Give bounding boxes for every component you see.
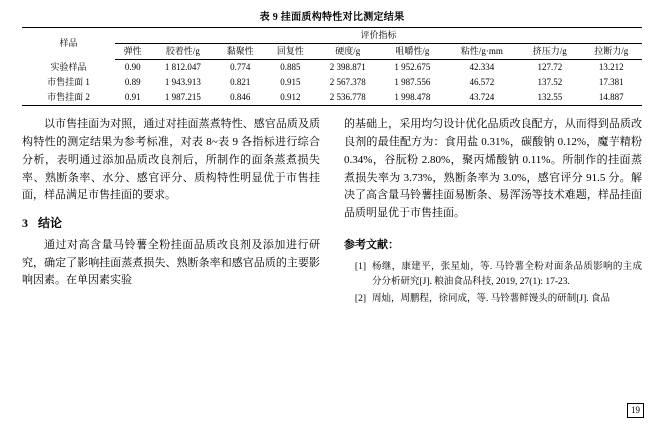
left-column [22, 116, 320, 310]
list-item [344, 260, 642, 289]
two-column-body [22, 116, 642, 310]
cell: 0.91 [115, 90, 151, 106]
reference-number: [1] [354, 261, 366, 272]
table-body [22, 60, 642, 106]
cell: 0.846 [215, 90, 265, 106]
reference-number: [2] [354, 294, 366, 305]
reference-text: 周灿，周鹏程，徐同成，等. 马铃薯鲜馒头的研制[J]. 食品 [372, 294, 611, 305]
cell: 1 812.047 [164, 62, 201, 73]
header-col-5: 咀嚼性/g [380, 44, 445, 60]
cell: 132.55 [519, 90, 580, 106]
table-row [22, 60, 642, 76]
section-number: 3 [22, 216, 28, 231]
cell: 0.774 [230, 62, 251, 73]
cell: 13.212 [598, 62, 624, 73]
cell: 0.885 [280, 62, 301, 73]
header-col-6: 粘性/g·mm [445, 44, 519, 60]
paragraph-conclusion-continued: 的基础上，采用均匀设计优化品质改良配方，从而得到品质改良剂的最佳配方为：食用盐 0.31%，碳酸钠 0.12%，魔芋精粉 0.34%，谷朊粉 2.80%，聚丙烯酸钠 0.11%。所制作的挂面蒸煮损失率为 3.73%，熟断条率为 3.0%，感官评分 91.5 分。解决了高含量马铃薯挂面易断条、易浑汤等技术难题，样品挂面品质明显优于市售挂面。 [344, 118, 642, 220]
cell: 46.572 [469, 77, 495, 88]
row-label: 实验样品 [50, 61, 87, 72]
section-heading-conclusion [22, 214, 320, 233]
header-col-4: 硬度/g [315, 44, 380, 60]
cell: 0.821 [230, 77, 251, 88]
header-sample: 样品 [22, 28, 115, 60]
header-col-7: 挤压力/g [519, 44, 580, 60]
cell: 2 536.778 [315, 90, 380, 106]
cell: 1 952.675 [394, 62, 431, 73]
row-label: 市售挂面 1 [47, 77, 90, 88]
cell: 1 998.478 [380, 90, 445, 106]
header-col-8: 拉断力/g [581, 44, 642, 60]
cell: 1 987.556 [394, 77, 431, 88]
cell: 42.334 [469, 62, 495, 73]
cell: 1 987.215 [151, 90, 216, 106]
cell: 0.90 [124, 62, 141, 73]
cell: 1 943.913 [164, 77, 201, 88]
table-row [22, 75, 642, 90]
list-item [344, 292, 642, 307]
quality-texture-results-table [22, 27, 642, 106]
paragraph-conclusion-start: 通过对高含量马铃薯全粉挂面品质改良剂及添加进行研究，确定了影响挂面蒸煮损失、熟断条率和感官品质的主要影响因素。在单因素实验 [22, 238, 320, 287]
header-col-2: 黏聚性 [215, 44, 265, 60]
cell: 2 567.378 [329, 77, 366, 88]
table-caption: 表 9 挂面质构特性对比测定结果 [259, 12, 405, 23]
table-header-row-metrics [22, 44, 642, 60]
cell: 127.72 [537, 62, 563, 73]
header-metrics-group: 评价指标 [115, 28, 642, 44]
cell: 0.89 [124, 77, 141, 88]
reference-text: 杨继，康建平，张星灿，等. 马铃薯全粉对面条品质影响的主成分分析研究[J]. 粮油食品科技, 2019, 27(1): 17-23. [372, 261, 642, 287]
header-col-3: 回复性 [265, 44, 315, 60]
table-row [22, 90, 642, 106]
references-heading: 参考文献： [344, 239, 399, 252]
cell: 43.724 [445, 90, 519, 106]
table-header-row-group [22, 28, 642, 44]
cell: 14.887 [581, 90, 642, 106]
table-head [22, 28, 642, 60]
page-number: 19 [627, 403, 644, 418]
cell: 0.912 [265, 90, 315, 106]
header-col-1: 胶着性/g [151, 44, 216, 60]
section-title: 结论 [38, 216, 63, 231]
paragraph-comparison: 以市售挂面为对照，通过对挂面蒸煮特性、感官品质及质构特性的测定结果为参考标准，对表 8~表 9 各指标进行综合分析，表明通过添加品质改良剂后，所制作的面条蒸煮损失率、熟断条率、水分、感官评分、质构特性明显优于市售挂面，样品满足市售挂面的要求。 [22, 118, 320, 202]
cell: 2 398.871 [329, 62, 366, 73]
cell: 0.915 [280, 77, 301, 88]
cell: 17.381 [598, 77, 624, 88]
right-column [344, 116, 642, 310]
cell: 137.52 [537, 77, 563, 88]
row-label: 市售挂面 2 [22, 90, 115, 106]
header-col-0: 弹性 [115, 44, 151, 60]
